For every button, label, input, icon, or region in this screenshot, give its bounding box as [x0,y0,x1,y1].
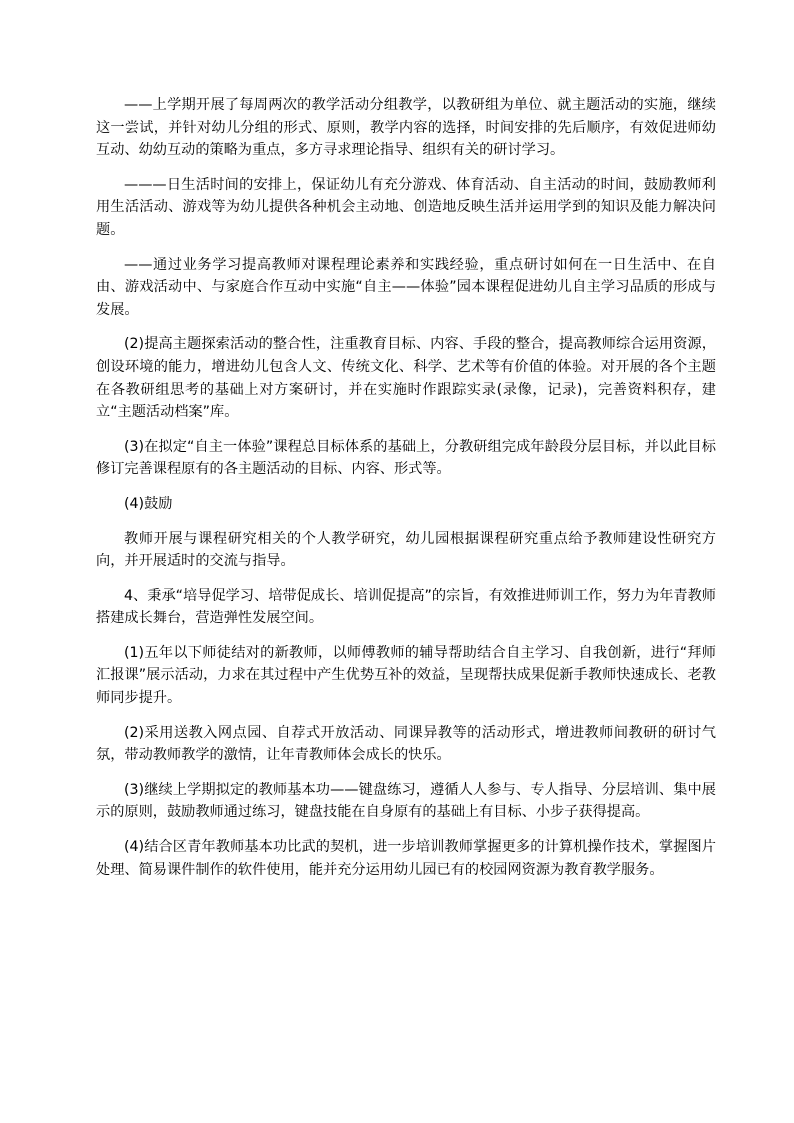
paragraph-grouping-teaching: ——上学期开展了每周两次的教学活动分组教学，以教研组为单位、就主题活动的实施，继续这一尝试，并针对幼儿分组的形式、原则，教学内容的选择，时间安排的先后顺序，有效促进师幼互动、幼幼互动的策略为重点，多方寻求理论指导、组织有关的研讨学习。 [96,97,716,159]
paragraph-daily-schedule: ———日生活时间的安排上，保证幼儿有充分游戏、体育活动、自主活动的时间，鼓励教师利用生活活动、游戏等为幼儿提供各种机会主动地、创造地反映生活并运用学到的知识及能力解决问题。 [96,176,716,238]
paragraph-curriculum-goals: (3)在拟定“自主一体验”课程总目标体系的基础上，分教研组完成年龄段分层目标，并以此目标修订完善课程原有的各主题活动的目标、内容、形式等。 [96,438,716,478]
paragraph-keyboard-practice: (3)继续上学期拟定的教师基本功——键盘练习，遵循人人参与、专人指导、分层培训、集中展示的原则，鼓励教师通过练习，键盘技能在自身原有的基础上有目标、小步子获得提高。 [96,781,716,821]
paragraph-theme-integration: (2)提高主题探索活动的整合性，注重教育目标、内容、手段的整合，提高教师综合运用资源，创设环境的能力，增进幼儿包含人文、传统文化、科学、艺术等有价值的体验。对开展的各个主题在各教研组思考的基础上对方案研讨，并在实施时作跟踪实录(录像，记录)，完善资料积存，建立“主题活动档案”库。 [96,336,716,421]
paragraph-mentor-pairing: (1)五年以下师徒结对的新教师，以师傅教师的辅导帮助结合自主学习、自我创新，进行“拜师汇报课”展示活动，力求在其过程中产生优势互补的效益，呈现帮扶成果促新手教师快速成长、老教师同步提升。 [96,644,716,707]
paragraph-encourage-heading: (4)鼓励 [124,495,173,512]
paragraph-business-study: ——通过业务学习提高教师对课程理论素养和实践经验，重点研讨如何在一日生活中、在自由、游戏活动中、与家庭合作互动中实施“自主——体验”园本课程促进幼儿自主学习品质的形成与发展。 [96,256,716,318]
paragraph-teaching-exchange: (2)采用送教入网点园、自荐式开放活动、同课异教等的活动形式，增进教师间教研的研讨气氛，带动教师教学的激情，让年青教师体会成长的快乐。 [96,724,716,764]
document-body [96,94,716,893]
paragraph-personal-research: 教师开展与课程研究相关的个人教学研究，幼儿园根据课程研究重点给予教师建设性研究方向，并开展适时的交流与指导。 [96,530,716,570]
paragraph-computer-skills: (4)结合区青年教师基本功比武的契机，进一步培训教师掌握更多的计算机操作技术，掌握图片处理、简易课件制作的软件使用，能并充分运用幼儿园已有的校园网资源为教育教学服务。 [96,839,716,878]
paragraph-training-principle: 4、秉承“培导促学习、培带促成长、培训促提高”的宗旨，有效推进师训工作，努力为年青教师搭建成长舞台，营造弹性发展空间。 [96,587,716,627]
